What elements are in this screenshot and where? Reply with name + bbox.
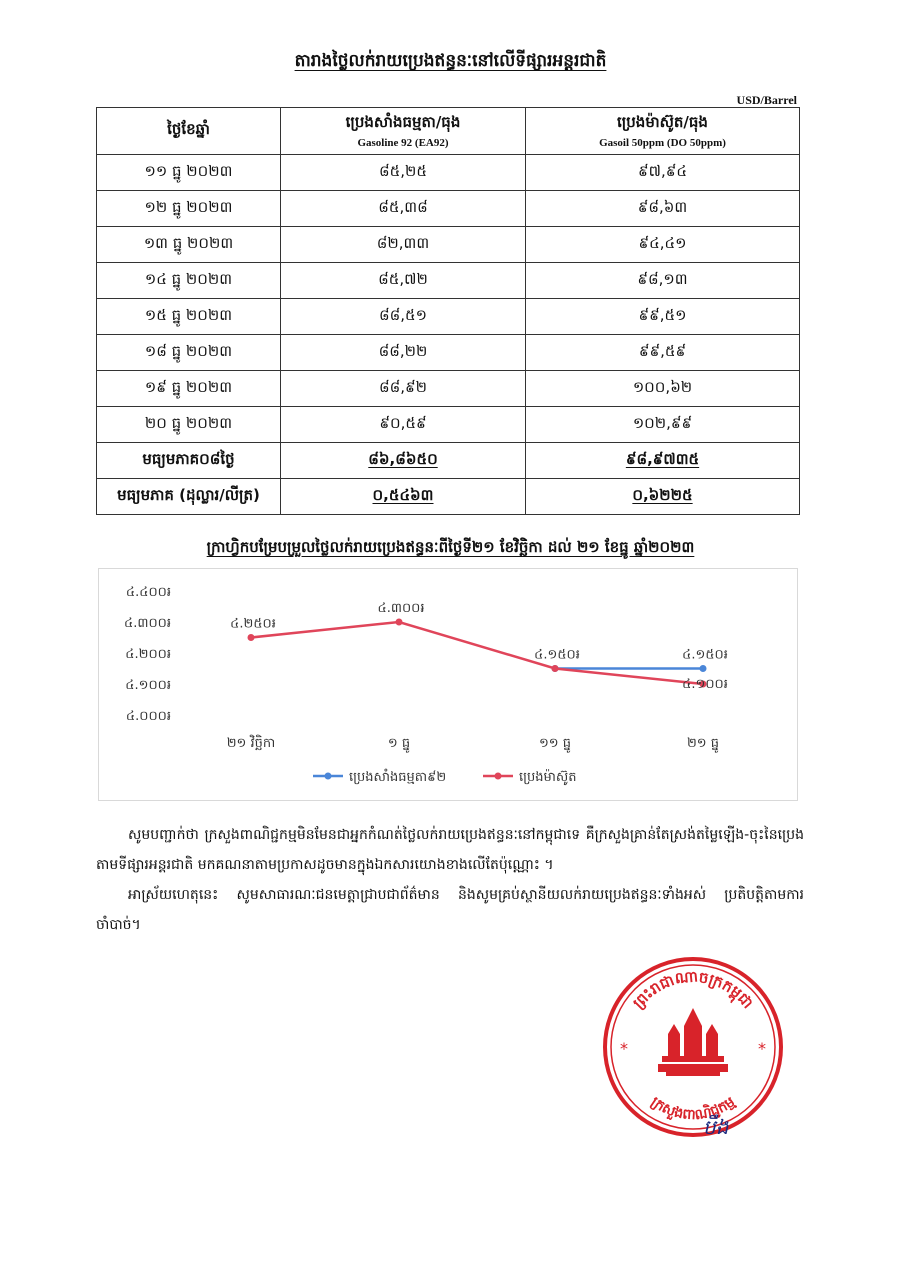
legend-marker — [495, 773, 502, 780]
table-row: ១៣ ធ្នូ ២០២៣ ៨២,៣៣ ៩៤,៤១ — [97, 227, 800, 263]
x-tick-label: ១ ធ្នូ — [387, 736, 411, 751]
table-row: ១៥ ធ្នូ ២០២៣ ៨៨,៥១ ៩៩,៥១ — [97, 299, 800, 335]
average-per-liter-row — [97, 479, 800, 515]
header-date: ថ្ងៃខែឆ្នាំ — [97, 108, 281, 155]
data-point — [552, 665, 559, 672]
y-tick-label: ៤.២០០៛ — [125, 647, 171, 662]
average-8-days-gasoline: ៨៦,៨៦៥០ — [281, 443, 526, 479]
seal-top-text: ព្រះរាជាណាចក្រកម្ពុជា — [629, 967, 757, 1013]
table-header-row — [97, 108, 800, 155]
header-gasoline: ប្រេងសាំងធម្មតា/ធុង Gasoline 92 (EA92) — [281, 108, 526, 155]
data-label: ៤.១៥០៛ — [534, 647, 580, 663]
header-diesel: ប្រេងម៉ាស៊ូត/ធុង Gasoil 50ppm (DO 50ppm) — [526, 108, 800, 155]
table-row: ១២ ធ្នូ ២០២៣ ៨៥,៣៨ ៩៨,៦៣ — [97, 191, 800, 227]
price-chart — [98, 568, 798, 801]
average-per-liter-gasoline: ០,៥៤៦៣ — [281, 479, 526, 515]
legend-label: ប្រេងសាំងធម្មតា៩២ — [349, 770, 447, 785]
temple-emblem-icon — [658, 1008, 728, 1076]
table-row: ២០ ធ្នូ ២០២៣ ៩០,៥៩ ១០២,៩៩ — [97, 407, 800, 443]
table-row: ១៩ ធ្នូ ២០២៣ ៨៨,៩២ ១០០,៦២ — [97, 371, 800, 407]
seal-star-left: * — [620, 1039, 628, 1058]
data-label: ៤.១៥០៛ — [682, 647, 728, 663]
average-per-liter-diesel: ០,៦២២៥ — [526, 479, 800, 515]
y-tick-label: ៤.១០០៛ — [125, 678, 171, 693]
series-line — [251, 622, 703, 684]
data-point — [700, 665, 707, 672]
chart-svg — [99, 569, 799, 802]
official-seal — [598, 952, 788, 1142]
x-tick-label: ១១ ធ្នូ — [538, 736, 572, 751]
unit-label: USD/Barrel — [736, 93, 797, 107]
price-table — [96, 107, 800, 515]
table-row: ១៨ ធ្នូ ២០២៣ ៨៨,២២ ៩៩,៥៩ — [97, 335, 800, 371]
chart-title: ក្រាហ្វិកបម្រែបម្រួលថ្លៃលក់រាយប្រេងឥន្ធនៈពីថ្ងៃទី២១ ខែវិច្ឆិកា ដល់ ២១ ខែធ្នូ ឆ្នាំ២០២៣ — [206, 538, 695, 556]
paragraph-instruction: អាស្រ័យហេតុនេះ សូមសាធារណៈជនមេត្តាជ្រាបជាព័ត៌មាន និងសូមគ្រប់ស្ថានីយលក់រាយប្រេងឥន្ធនៈទាំងអស់ ប្រតិបត្តិតាមការចាំបាច់។ — [96, 887, 804, 933]
y-tick-label: ៤.៣០០៛ — [124, 616, 171, 631]
y-tick-label: ៤.៤០០៛ — [125, 585, 171, 600]
legend-marker — [325, 773, 332, 780]
seal-bottom-text: ក្រសួងពាណិជ្ជកម្ម — [647, 1093, 739, 1124]
legend-label: ប្រេងម៉ាស៊ូត — [519, 770, 577, 785]
table-row: ១១ ធ្នូ ២០២៣ ៨៥,២៥ ៩៧,៩៤ — [97, 155, 800, 191]
data-point — [396, 619, 403, 626]
document-title: តារាងថ្លៃលក់រាយប្រេងឥន្ធនៈនៅលើទីផ្សារអន្តរជាតិ — [294, 51, 607, 71]
average-8-days-row — [97, 443, 800, 479]
table-row: ១៤ ធ្នូ ២០២៣ ៨៥,៧២ ៩៨,១៣ — [97, 263, 800, 299]
average-per-liter-label: មធ្យមភាគ (ដុល្លារ/លីត្រ) — [97, 479, 281, 515]
signature: បឹង — [703, 1115, 729, 1139]
seal-star-right: * — [758, 1039, 766, 1058]
paragraph-notice: សូមបញ្ជាក់ថា ក្រសួងពាណិជ្ជកម្មមិនមែនជាអ្នកកំណត់ថ្លៃលក់រាយប្រេងឥន្ធនៈនៅកម្ពុជាទេ គឺក្រសួងគ្រាន់តែស្រង់តម្លៃឡើង-ចុះនៃប្រេងតាមទីផ្សារអន្តរជាតិ មកគណនាតាមប្រកាសដូចមានក្នុងឯកសារយោងខាងលើតែប៉ុណ្ណោះ ។ — [96, 827, 804, 873]
data-label: ៤.២៥០៛ — [230, 616, 276, 632]
x-tick-label: ២១ ធ្នូ — [686, 736, 720, 751]
average-8-days-label: មធ្យមភាគ០៨ថ្ងៃ — [97, 443, 281, 479]
average-8-days-diesel: ៩៨,៩៧៣៥ — [526, 443, 800, 479]
x-tick-label: ២១ វិច្ឆិកា — [226, 736, 276, 751]
y-tick-label: ៤.០០០៛ — [125, 709, 171, 724]
data-label: ៤.៣០០៛ — [377, 601, 425, 616]
data-point — [248, 634, 255, 641]
data-label: ៤.១០០៛ — [682, 677, 728, 692]
